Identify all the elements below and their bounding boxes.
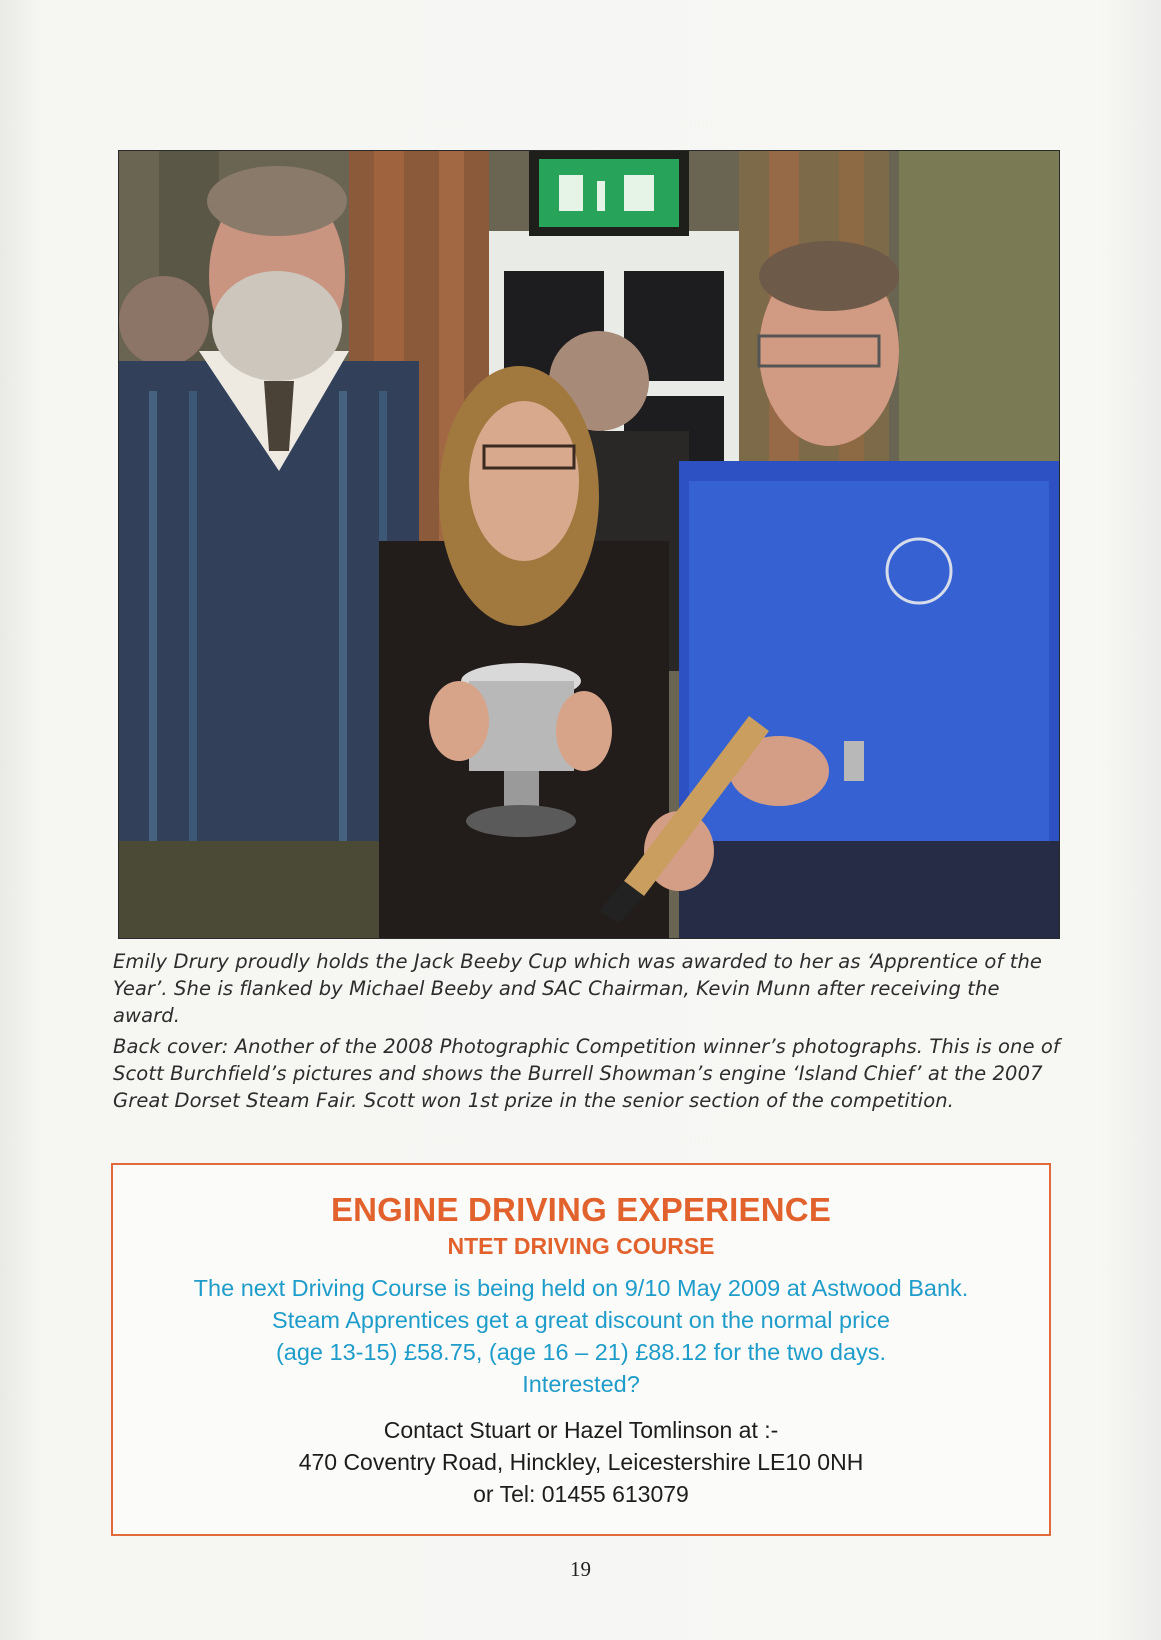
back-cover-line-3: Great Dorset Steam Fair. Scott won 1st prize in the senior section of the competition. <box>113 1089 954 1112</box>
advert-line-3: (age 13-15) £58.75, (age 16 – 21) £88.12 for the two days. <box>275 1339 887 1365</box>
photo-caption-line-2: Year’. She is flanked by Michael Beeby and SAC Chairman, Kevin Munn after receiving the award. <box>113 977 1000 1027</box>
advert-line-2: Steam Apprentices get a great discount on the normal price <box>272 1307 890 1333</box>
contact-address: 470 Coventry Road, Hinckley, Leicestershire LE10 0NH <box>298 1449 864 1475</box>
back-cover-line-1: Back cover: Another of the 2008 Photographic Competition winner’s photographs. This is one of <box>113 1035 1060 1058</box>
contact-line-1: Contact Stuart or Hazel Tomlinson at :- <box>383 1417 779 1443</box>
engine-driving-advert <box>111 1163 1051 1536</box>
photo-caption-line-1: Emily Drury proudly holds the Jack Beeby Cup which was awarded to her as ‘Apprentice of the <box>113 950 1043 973</box>
advert-title: ENGINE DRIVING EXPERIENCE <box>330 1191 832 1228</box>
advert-line-1: The next Driving Course is being held on 9/10 May 2009 at Astwood Bank. <box>193 1275 969 1301</box>
contact-phone: or Tel: 01455 613079 <box>473 1481 689 1507</box>
advert-contact <box>113 1414 1049 1510</box>
back-cover-caption <box>113 1033 1063 1114</box>
advert-subtitle: NTET DRIVING COURSE <box>447 1233 715 1259</box>
page-number: 19 <box>570 1557 591 1581</box>
advert-details <box>113 1272 1049 1400</box>
award-photo <box>118 150 1060 939</box>
photo-caption <box>113 948 1063 1029</box>
back-cover-line-2: Scott Burchfield’s pictures and shows the Burrell Showman’s engine ‘Island Chief’ at the 2007 <box>113 1062 1043 1085</box>
award-photo-illustration <box>119 151 1059 938</box>
advert-line-4: Interested? <box>522 1371 640 1397</box>
